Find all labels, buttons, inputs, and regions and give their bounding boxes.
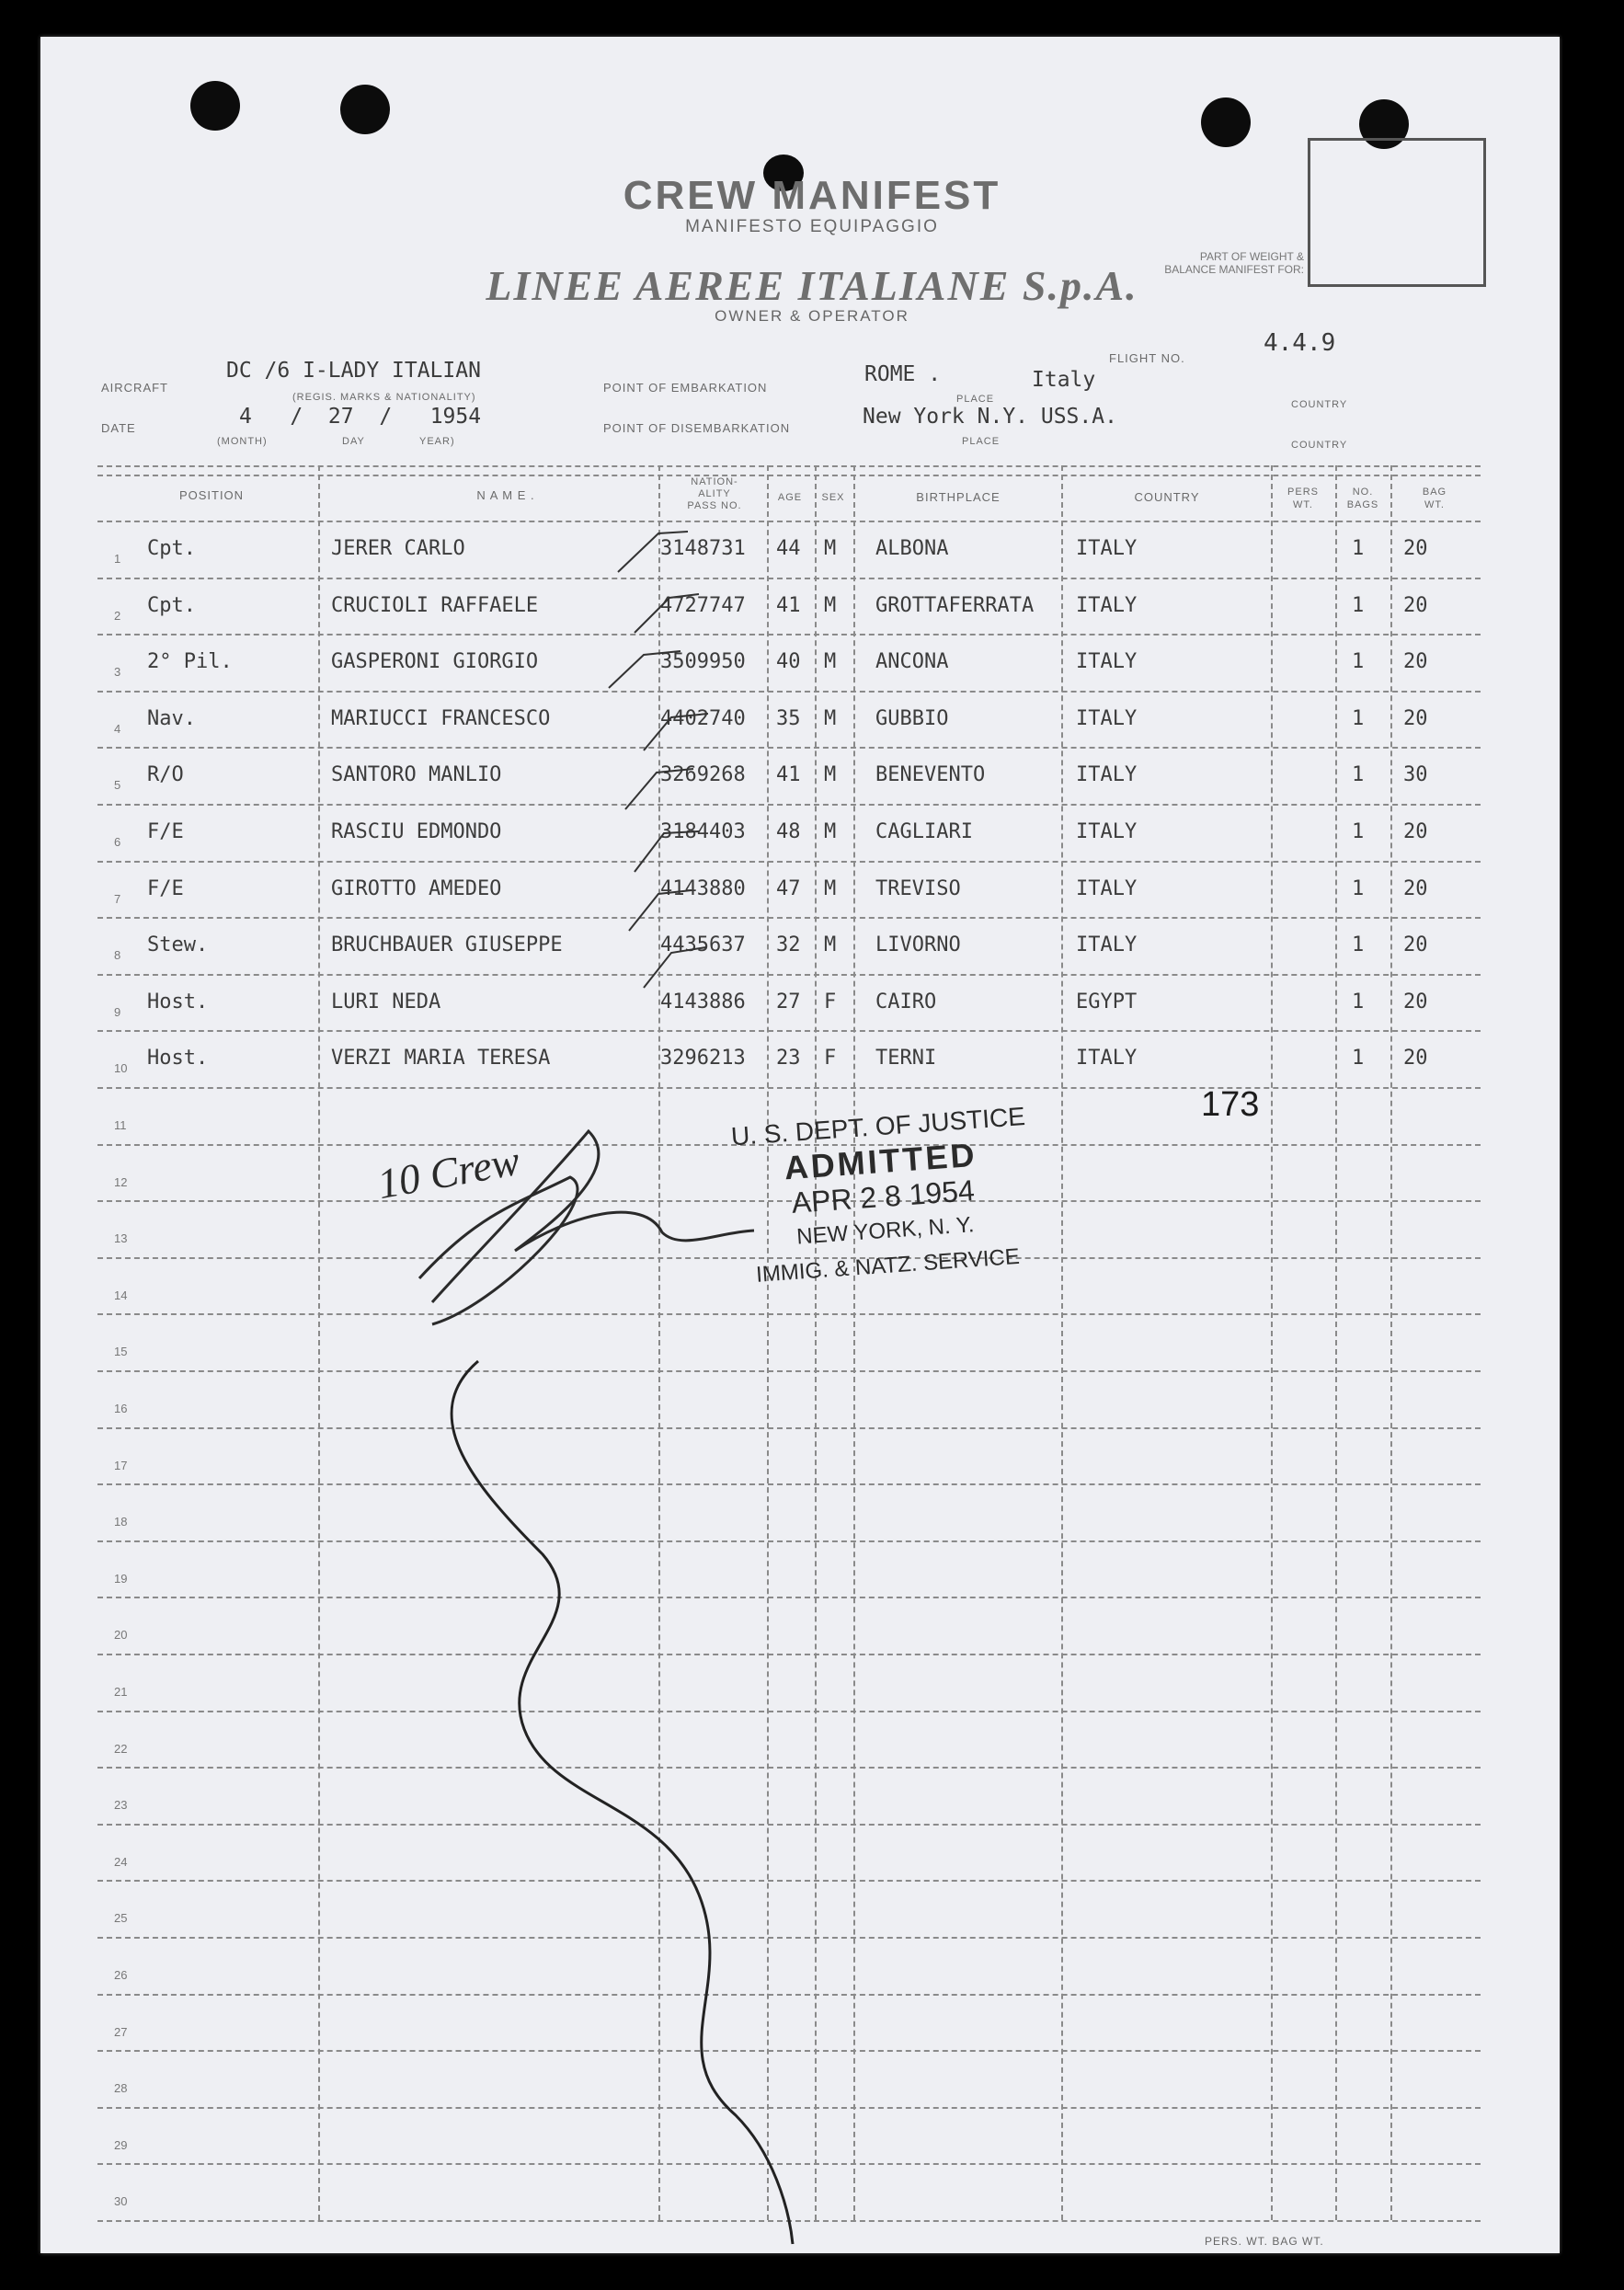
cell-pass: 3148731 — [660, 537, 746, 560]
row-number: 23 — [114, 1798, 128, 1812]
cell-position: F/E — [147, 877, 184, 900]
cell-position: R/O — [147, 763, 184, 786]
row-number: 14 — [114, 1288, 128, 1302]
cell-sex: M — [824, 763, 837, 786]
cell-country: ITALY — [1076, 537, 1138, 560]
weight-note-line-2: BALANCE MANIFEST FOR: — [1164, 263, 1304, 276]
cell-position: Host. — [147, 1047, 209, 1070]
col-sex: SEX — [821, 492, 845, 503]
cell-position: F/E — [147, 820, 184, 843]
cell-name: MARIUCCI FRANCESCO — [331, 707, 551, 730]
cell-pass: 3269268 — [660, 763, 746, 786]
cell-age: 40 — [776, 650, 801, 673]
disembarkation-value: New York N.Y. USS.A. — [863, 405, 1117, 429]
cell-sex: F — [824, 990, 837, 1013]
cell-wt: 20 — [1403, 594, 1428, 617]
cell-bags: 1 — [1352, 1047, 1365, 1070]
cell-sex: F — [824, 1047, 837, 1070]
crew-count-note: 10 Crew — [373, 1136, 523, 1208]
cell-sex: M — [824, 877, 837, 900]
row-number: 5 — [114, 778, 121, 792]
cell-birthplace: CAGLIARI — [875, 820, 973, 843]
cell-pass: 4402740 — [660, 707, 746, 730]
manifest-title-italian: MANIFESTO EQUIPAGGIO — [685, 217, 939, 236]
row-number: 7 — [114, 892, 121, 906]
row-number: 18 — [114, 1515, 128, 1529]
cell-name: SANTORO MANLIO — [331, 763, 502, 786]
row-number: 29 — [114, 2138, 128, 2152]
cell-position: Cpt. — [147, 537, 196, 560]
embarkation-label: POINT OF EMBARKATION — [603, 381, 768, 395]
row-number: 13 — [114, 1231, 128, 1245]
cell-age: 27 — [776, 990, 801, 1013]
cell-sex: M — [824, 933, 837, 956]
row-number: 16 — [114, 1402, 128, 1415]
row-number: 12 — [114, 1175, 128, 1189]
cell-age: 32 — [776, 933, 801, 956]
cell-sex: M — [824, 820, 837, 843]
row-number: 20 — [114, 1628, 128, 1642]
embark-place-label: PLACE — [956, 394, 995, 405]
cell-country: ITALY — [1076, 650, 1138, 673]
cell-wt: 20 — [1403, 650, 1428, 673]
col-nationality: NATION- ALITY PASS NO. — [687, 476, 742, 511]
cell-age: 41 — [776, 763, 801, 786]
cell-bags: 1 — [1352, 650, 1365, 673]
aircraft-label: AIRCRAFT — [101, 381, 168, 395]
row-number: 25 — [114, 1911, 128, 1925]
cell-bags: 1 — [1352, 877, 1365, 900]
stamp-admitted: ADMITTED — [783, 1135, 978, 1187]
col-birthplace: BIRTHPLACE — [916, 490, 1001, 504]
cell-name: VERZI MARIA TERESA — [331, 1047, 551, 1070]
cell-birthplace: BENEVENTO — [875, 763, 986, 786]
cell-pass: 4727747 — [660, 594, 746, 617]
cell-position: 2° Pil. — [147, 650, 233, 673]
cell-sex: M — [824, 594, 837, 617]
date-day-label: DAY — [342, 436, 365, 447]
cell-birthplace: CAIRO — [875, 990, 937, 1013]
cell-wt: 20 — [1403, 537, 1428, 560]
cell-name: RASCIU EDMONDO — [331, 820, 502, 843]
pass-check-marks — [609, 532, 708, 988]
cell-age: 35 — [776, 707, 801, 730]
cell-birthplace: LIVORNO — [875, 933, 961, 956]
disembark-place-label: PLACE — [962, 436, 1001, 447]
col-bag-wt: BAG WT. — [1422, 487, 1447, 510]
cell-name: BRUCHBAUER GIUSEPPE — [331, 933, 563, 956]
cell-birthplace: TERNI — [875, 1047, 937, 1070]
col-name: N A M E . — [476, 488, 535, 502]
embarkation-place: ROME . — [864, 362, 942, 386]
cell-bags: 1 — [1352, 820, 1365, 843]
cell-age: 23 — [776, 1047, 801, 1070]
cell-country: ITALY — [1076, 933, 1138, 956]
cell-country: ITALY — [1076, 820, 1138, 843]
row-number: 26 — [114, 1968, 128, 1982]
cell-bags: 1 — [1352, 707, 1365, 730]
cell-birthplace: ANCONA — [875, 650, 949, 673]
cell-position: Nav. — [147, 707, 196, 730]
cell-pass: 3509950 — [660, 650, 746, 673]
cell-wt: 20 — [1403, 877, 1428, 900]
row-number: 27 — [114, 2025, 128, 2039]
cell-sex: M — [824, 707, 837, 730]
cell-birthplace: GUBBIO — [875, 707, 949, 730]
cell-bags: 1 — [1352, 763, 1365, 786]
cell-wt: 20 — [1403, 820, 1428, 843]
flight-no: 4.4.9 — [1264, 329, 1336, 357]
cell-birthplace: GROTTAFERRATA — [875, 594, 1035, 617]
cell-pass: 3296213 — [660, 1047, 746, 1070]
immigration-stamp — [730, 1099, 1036, 1294]
cell-birthplace: TREVISO — [875, 877, 961, 900]
cell-name: GIROTTO AMEDEO — [331, 877, 502, 900]
col-country: COUNTRY — [1134, 490, 1200, 504]
cell-country: EGYPT — [1076, 990, 1138, 1013]
owner-label: OWNER & OPERATOR — [715, 307, 909, 325]
date-month-label: (MONTH) — [217, 436, 268, 447]
row-number: 19 — [114, 1572, 128, 1586]
weight-note-line-1: PART OF WEIGHT & — [1199, 250, 1304, 263]
cell-pass: 4143886 — [660, 990, 746, 1013]
footer-label: PERS. WT. BAG WT. — [1205, 2235, 1324, 2248]
row-number: 24 — [114, 1855, 128, 1869]
row-number: 8 — [114, 948, 121, 962]
row-number: 3 — [114, 665, 121, 679]
aircraft-sublabel: (REGIS. MARKS & NATIONALITY) — [292, 392, 476, 403]
signature-flourish — [419, 1177, 578, 1324]
row-number: 6 — [114, 835, 121, 849]
cell-birthplace: ALBONA — [875, 537, 949, 560]
cell-sex: M — [824, 650, 837, 673]
embark-country-label: COUNTRY — [1291, 399, 1348, 410]
row-number: 17 — [114, 1459, 128, 1472]
wavy-cancel-line — [452, 1361, 793, 2244]
cell-age: 48 — [776, 820, 801, 843]
row-number: 30 — [114, 2194, 128, 2208]
embarkation-country: Italy — [1032, 368, 1096, 392]
cell-country: ITALY — [1076, 707, 1138, 730]
cell-country: ITALY — [1076, 877, 1138, 900]
col-position: POSITION — [178, 488, 245, 502]
cell-name: CRUCIOLI RAFFAELE — [331, 594, 539, 617]
disembark-country-label: COUNTRY — [1291, 440, 1348, 451]
cell-position: Host. — [147, 990, 209, 1013]
row-number: 4 — [114, 722, 121, 736]
date-value: 4 / 27 / 1954 — [239, 405, 482, 429]
cell-country: ITALY — [1076, 594, 1138, 617]
cell-wt: 30 — [1403, 763, 1428, 786]
cell-wt: 20 — [1403, 990, 1428, 1013]
col-no-bags: NO. BAGS — [1346, 487, 1379, 510]
cell-bags: 1 — [1352, 933, 1365, 956]
row-number: 9 — [114, 1005, 121, 1019]
page-number: 173 — [1201, 1085, 1260, 1124]
cell-pass: 4143880 — [660, 877, 746, 900]
cell-country: ITALY — [1076, 763, 1138, 786]
cell-age: 47 — [776, 877, 801, 900]
flight-no-label: FLIGHT NO. — [1109, 351, 1185, 365]
date-year-label: YEAR) — [419, 436, 455, 447]
disembarkation-label: POINT OF DISEMBARKATION — [603, 421, 791, 435]
cell-name: JERER CARLO — [331, 537, 465, 560]
row-number: 15 — [114, 1345, 128, 1358]
cell-age: 41 — [776, 594, 801, 617]
cell-name: LURI NEDA — [331, 990, 441, 1013]
row-number: 22 — [114, 1742, 128, 1756]
stamp-date: APR 2 8 1954 — [790, 1174, 976, 1219]
row-number: 10 — [114, 1061, 128, 1075]
cell-bags: 1 — [1352, 537, 1365, 560]
row-number: 2 — [114, 609, 121, 623]
cell-pass: 4435637 — [660, 933, 746, 956]
manifest-title: CREW MANIFEST — [623, 173, 1001, 218]
cell-bags: 1 — [1352, 594, 1365, 617]
cell-sex: M — [824, 537, 837, 560]
col-age: AGE — [777, 492, 803, 503]
cell-position: Cpt. — [147, 594, 196, 617]
cell-bags: 1 — [1352, 990, 1365, 1013]
cell-wt: 20 — [1403, 1047, 1428, 1070]
airline-name: LINEE AEREE ITALIANE S.p.A. — [486, 262, 1138, 309]
cell-name: GASPERONI GIORGIO — [331, 650, 539, 673]
date-label: DATE — [101, 421, 136, 435]
cell-wt: 20 — [1403, 933, 1428, 956]
stamp-service: IMMIG. & NATZ. SERVICE — [755, 1243, 1021, 1288]
cell-age: 44 — [776, 537, 801, 560]
cell-wt: 20 — [1403, 707, 1428, 730]
stamp-city: NEW YORK, N. Y. — [795, 1212, 976, 1250]
row-number: 1 — [114, 552, 121, 566]
col-perm-wt: PERS WT. — [1287, 487, 1319, 510]
aircraft-value: DC /6 I-LADY ITALIAN — [226, 359, 481, 383]
row-number: 28 — [114, 2081, 128, 2095]
stamp-dept: U. S. DEPT. OF JUSTICE — [729, 1102, 1026, 1151]
cell-pass: 3184403 — [660, 820, 746, 843]
row-number: 21 — [114, 1685, 128, 1699]
cell-position: Stew. — [147, 933, 209, 956]
row-number: 11 — [114, 1118, 127, 1132]
cell-country: ITALY — [1076, 1047, 1138, 1070]
